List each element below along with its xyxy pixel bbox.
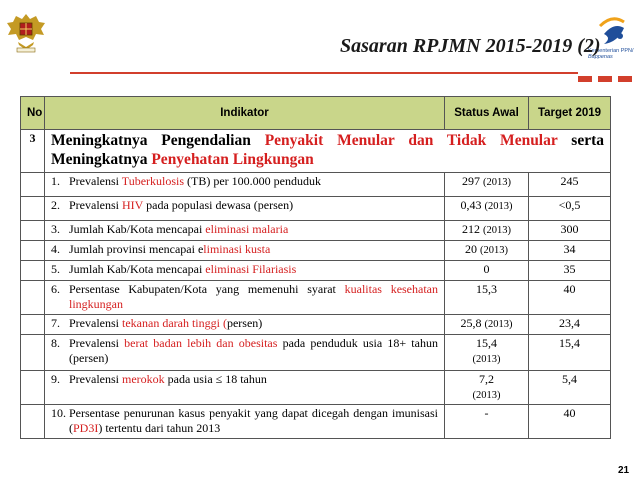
highlight-text: PD3I	[73, 421, 99, 435]
text-segment: Persentase penurunan kasus penyakit yang dapat dicegah dengan imunisasi (	[69, 406, 438, 435]
table-row	[21, 221, 611, 241]
text-segment: pada populasi dewasa (persen)	[143, 198, 294, 212]
highlight-text: liminasi kusta	[203, 242, 271, 256]
table-row	[21, 261, 611, 281]
status-cell	[445, 261, 529, 281]
status-cell	[445, 241, 529, 261]
status-value: 20	[465, 242, 477, 256]
indicator-number: 10.	[51, 406, 66, 420]
text-segment: persen)	[226, 316, 263, 330]
indicator-number: 8.	[51, 336, 60, 350]
indicator-text	[69, 316, 438, 331]
text-segment: Prevalensi	[69, 174, 122, 188]
logo-caption-line1: Kementerian PPN/	[588, 48, 634, 54]
indicator-text	[69, 222, 438, 237]
indicator-number: 1.	[51, 174, 60, 188]
status-year: (2013)	[484, 201, 513, 212]
header-target: Target 2019	[529, 97, 611, 130]
status-value: 0	[483, 262, 490, 276]
status-value: 212	[462, 222, 480, 236]
status-value: 297	[462, 174, 480, 188]
indicator-text	[69, 336, 438, 366]
table-header-row	[21, 97, 611, 130]
highlight-text: HIV	[122, 198, 144, 212]
table-row	[21, 315, 611, 335]
title-underline	[70, 72, 578, 74]
indicator-cell	[45, 315, 445, 335]
indicator-text	[69, 242, 438, 257]
highlight-text: kualitas kesehatan lingkungan	[69, 282, 438, 311]
target-value: 34	[529, 241, 611, 261]
section-cell	[45, 130, 611, 173]
indicator-cell	[45, 197, 445, 221]
indicator-text	[69, 282, 438, 312]
text-segment: Jumlah Kab/Kota mencapai	[69, 262, 206, 276]
table-row	[21, 197, 611, 221]
status-cell	[445, 315, 529, 335]
table-row	[21, 173, 611, 197]
indicator-text	[69, 406, 438, 436]
table-row	[21, 281, 611, 315]
status-value: 25,8	[460, 316, 482, 330]
target-value: 245	[529, 173, 611, 197]
highlight-text: tekanan darah tinggi (	[122, 316, 227, 330]
status-year: (2013)	[484, 319, 513, 330]
target-value: 5,4	[529, 371, 611, 405]
row-spacer	[21, 281, 45, 315]
status-year: (2013)	[483, 177, 511, 188]
row-spacer	[21, 241, 45, 261]
text-segment: pada usia ≤ 18 tahun	[164, 372, 267, 386]
row-spacer	[21, 315, 45, 335]
indicator-table	[20, 96, 611, 439]
indicator-cell	[45, 261, 445, 281]
slide-title: Sasaran RPJMN 2015-2019 (2)	[340, 35, 601, 57]
row-spacer	[21, 261, 45, 281]
table-row	[21, 371, 611, 405]
text-segment: (TB) per 100.000 penduduk	[184, 174, 322, 188]
target-value: 40	[529, 405, 611, 439]
logo-caption-line2: Bappenas	[588, 54, 613, 60]
indicator-rows	[21, 173, 611, 439]
table-row	[21, 335, 611, 371]
text-segment: Jumlah provinsi mencapai e	[69, 242, 204, 256]
indicator-cell	[45, 221, 445, 241]
status-year: (2013)	[483, 225, 511, 236]
text-segment: Persentase Kabupaten/Kota yang memenuhi syarat	[69, 282, 345, 296]
indicator-cell	[45, 241, 445, 261]
highlight-text: Penyehatan Lingkungan	[151, 151, 314, 168]
highlight-text: Tuberkulosis	[121, 174, 185, 188]
indicator-number: 5.	[51, 262, 60, 276]
status-cell	[445, 335, 529, 371]
status-cell	[445, 281, 529, 315]
status-cell	[445, 405, 529, 439]
header-no: No	[21, 97, 45, 130]
indicator-cell	[45, 281, 445, 315]
target-value: 23,4	[529, 315, 611, 335]
highlight-text: merokok	[122, 372, 165, 386]
decorative-dashes	[578, 76, 634, 82]
table-row	[21, 241, 611, 261]
highlight-text: eliminasi malaria	[205, 222, 289, 236]
target-value: <0,5	[529, 197, 611, 221]
text-segment: Meningkatnya Pengendalian	[51, 132, 265, 149]
text-segment: serta Meningkatnya	[51, 132, 605, 168]
indicator-text	[69, 262, 438, 277]
status-year: (2013)	[472, 354, 501, 365]
highlight-text: berat badan lebih dan obesitas	[124, 336, 278, 350]
indicator-text	[69, 372, 438, 387]
text-segment: Prevalensi	[69, 316, 122, 330]
section-row	[21, 130, 611, 173]
status-value: 15,4	[476, 336, 497, 350]
row-spacer	[21, 221, 45, 241]
status-value: 15,3	[476, 282, 497, 296]
highlight-text: eliminasi Filariasis	[205, 262, 297, 276]
status-cell	[445, 197, 529, 221]
indicator-cell	[45, 173, 445, 197]
target-value: 15,4	[529, 335, 611, 371]
status-year: (2013)	[472, 390, 501, 401]
indicator-number: 7.	[51, 316, 60, 330]
indicator-cell	[45, 371, 445, 405]
status-value: -	[484, 406, 489, 420]
text-segment: pada penduduk usia 18+ tahun (persen)	[69, 336, 438, 365]
table-row	[21, 405, 611, 439]
text-segment: Prevalensi	[69, 372, 122, 386]
indicator-number: 2.	[51, 198, 60, 212]
text-segment: Prevalensi	[69, 336, 125, 350]
page-number: 21	[618, 465, 630, 476]
highlight-text: Penyakit Menular dan Tidak Menular	[264, 132, 558, 149]
indicator-cell	[45, 405, 445, 439]
indicator-number: 3.	[51, 222, 60, 236]
status-cell	[445, 173, 529, 197]
status-value: 7,2	[479, 372, 494, 386]
indicator-cell	[45, 335, 445, 371]
header-status: Status Awal	[445, 97, 529, 130]
indicator-number: 4.	[51, 242, 60, 256]
row-spacer	[21, 371, 45, 405]
section-number: 3	[21, 130, 45, 173]
indicator-number: 9.	[51, 372, 60, 386]
text-segment: ) tertentu dari tahun 2013	[98, 421, 221, 435]
target-value: 300	[529, 221, 611, 241]
indicator-text	[69, 198, 438, 213]
header-indicator: Indikator	[45, 97, 445, 130]
garuda-emblem-icon	[6, 10, 46, 54]
row-spacer	[21, 405, 45, 439]
text-segment: Prevalensi	[69, 198, 122, 212]
target-value: 35	[529, 261, 611, 281]
status-cell	[445, 371, 529, 405]
row-spacer	[21, 173, 45, 197]
section-title	[51, 131, 604, 169]
row-spacer	[21, 335, 45, 371]
text-segment: Jumlah Kab/Kota mencapai	[69, 222, 206, 236]
status-value: 0,43	[460, 198, 482, 212]
indicator-number: 6.	[51, 282, 60, 296]
row-spacer	[21, 197, 45, 221]
status-year: (2013)	[480, 245, 508, 256]
status-cell	[445, 221, 529, 241]
target-value: 40	[529, 281, 611, 315]
indicator-text	[69, 174, 438, 189]
